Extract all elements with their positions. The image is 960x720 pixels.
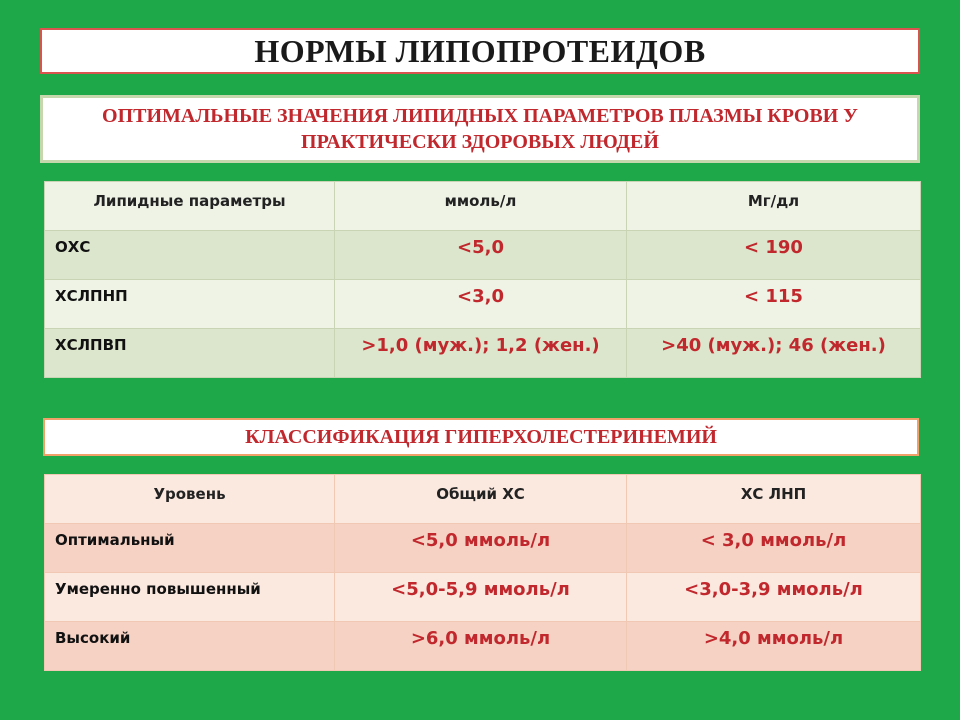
classification-title: КЛАССИФИКАЦИЯ ГИПЕРХОЛЕСТЕРИНЕМИЙ — [245, 425, 717, 448]
header-lipid-params: Липидные параметры — [45, 182, 335, 231]
value-mmol: <5,0 — [335, 231, 627, 280]
table-row — [45, 280, 921, 329]
header-mgdl: Мг/дл — [627, 182, 921, 231]
row-label: Умеренно повышенный — [45, 573, 335, 622]
value-total: >6,0 ммоль/л — [335, 622, 627, 671]
table-row — [45, 622, 921, 671]
page-subtitle: ОПТИМАЛЬНЫЕ ЗНАЧЕНИЯ ЛИПИДНЫХ ПАРАМЕТРОВ ПЛАЗМЫ КРОВИ У ПРАКТИЧЕСКИ ЗДОРОВЫХ ЛЮДЕЙ — [102, 105, 858, 153]
header-level: Уровень — [45, 475, 335, 524]
header-total-cholesterol: Общий ХС — [335, 475, 627, 524]
table-row — [45, 524, 921, 573]
table-header-row — [45, 182, 921, 231]
row-label: Высокий — [45, 622, 335, 671]
title-box — [40, 28, 920, 74]
table-row — [45, 573, 921, 622]
value-total: <5,0-5,9 ммоль/л — [335, 573, 627, 622]
value-ldl: < 3,0 ммоль/л — [627, 524, 921, 573]
row-label: ОХС — [45, 231, 335, 280]
value-mgdl: >40 (муж.); 46 (жен.) — [627, 329, 921, 378]
classification-title-box — [43, 418, 919, 456]
value-mmol: >1,0 (муж.); 1,2 (жен.) — [335, 329, 627, 378]
value-mgdl: < 190 — [627, 231, 921, 280]
table-header-row — [45, 475, 921, 524]
table-row — [45, 329, 921, 378]
subtitle-box — [40, 95, 920, 163]
value-mmol: <3,0 — [335, 280, 627, 329]
value-total: <5,0 ммоль/л — [335, 524, 627, 573]
value-mgdl: < 115 — [627, 280, 921, 329]
header-mmol: ммоль/л — [335, 182, 627, 231]
table-row — [45, 231, 921, 280]
hypercholesterolemia-table — [44, 474, 921, 671]
page-title: НОРМЫ ЛИПОПРОТЕИДОВ — [254, 32, 706, 69]
row-label: Оптимальный — [45, 524, 335, 573]
header-ldl: ХС ЛНП — [627, 475, 921, 524]
row-label: ХСЛПВП — [45, 329, 335, 378]
value-ldl: >4,0 ммоль/л — [627, 622, 921, 671]
value-ldl: <3,0-3,9 ммоль/л — [627, 573, 921, 622]
lipid-norms-table — [44, 181, 921, 378]
row-label: ХСЛПНП — [45, 280, 335, 329]
